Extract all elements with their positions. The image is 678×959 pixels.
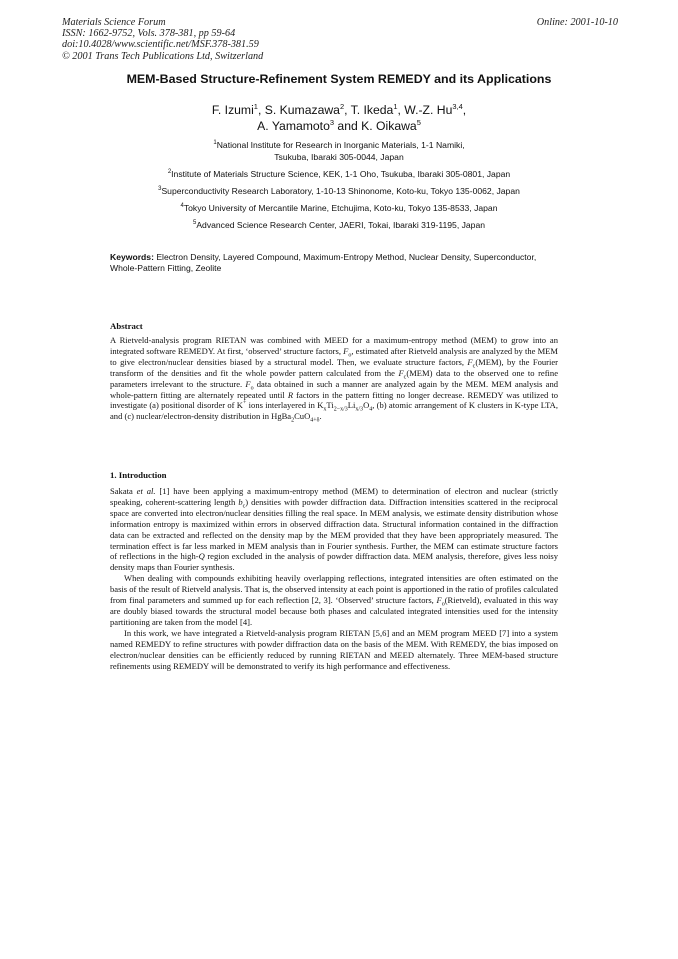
intro-text: [1] have been applying a maximum-entropy method (MEM) to determination of electron and nuclear (strictly speaking, coherent-scattering length [110,486,558,507]
author-sup: 1 [393,102,398,111]
affiliation-2 [0,169,678,181]
abstract-text: factors in the pattern fitting no longer decrease. REMEDY was utilized to investigate (a) positional disorder of K [110,389,558,411]
online-date: Online: 2001-10-10 [536,17,618,28]
author-sup: 2 [339,102,345,111]
affiliation-text: Tokyo University of Mercantile Marine, Etchujima, Koto-ku, Tokyo 135-8533, Japan [183,202,498,213]
intro-text: region excluded in the analysis of powder diffraction data. MEM analysis, therefore, gives less noisy density maps than Fourier synthesis. [110,551,558,573]
abstract-text: (MEM), by the Fourier transform of the densities and fit the whole powder pattern calculated from the [110,356,558,378]
abstract-text: , estimated after Rietveld analysis are analyzed by the MEM to give electron/nuclear densities biased by a structural model. Then, we evaluate structure factors, [110,345,559,367]
formula-text: Ti [326,400,334,411]
affiliation-marker: 5 [192,219,197,226]
math-sub: o [441,601,445,608]
math-sub: c [242,503,246,510]
math-sub: o [250,385,254,392]
author-line-1 [0,102,678,118]
author-sup: 1 [253,102,258,111]
affiliation-5 [0,220,678,232]
abstract-text: A Rietveld-analysis program RIETAN was combined with MEED for a maximum-entropy method (MEM) to grow into an integrated software REMEDY. At first, ‘observed’ structure factors, [110,335,558,356]
author-comma: , [462,103,467,117]
author-yamamoto: A. Yamamoto [257,119,330,133]
intro-text: et al. [136,486,156,496]
affiliation-list [0,140,678,237]
abstract-text: ions interlayered in K [246,400,324,411]
author-izumi: F. Izumi [211,103,254,117]
math-sub: x [323,407,327,414]
affiliation-marker: 1 [213,140,217,146]
math-sub: o [348,352,352,359]
intro-text: Sakata [110,486,137,496]
introduction-body [110,486,558,671]
abstract-text: (MEM) data to the observed one to refine parameters irrelevant to the structure. [110,367,559,389]
copyright-line: © 2001 Trans Tech Publications Ltd, Switzerland [62,50,264,62]
author-sup: 5 [416,118,421,127]
math-symbol: F [398,367,404,378]
math-sup: + [242,400,247,407]
affiliation-1 [0,140,678,163]
affiliation-text: Superconductivity Research Laboratory, 1-10-13 Shinonome, Koto-ku, Tokyo 135-0062, Japan [161,185,520,196]
abstract-text: . [319,411,322,422]
math-symbol: F [343,345,349,356]
math-symbol: F [245,378,251,389]
affiliation-marker: 4 [180,202,184,209]
page-header [62,17,618,62]
math-sub: x/3 [355,407,364,414]
keywords-label: Keywords: [110,252,154,262]
abstract-body [110,335,559,425]
formula-text: CuO [294,411,311,422]
author-list [0,102,678,134]
math-symbol: F [436,595,442,606]
keywords-text: Electron Density, Layered Compound, Maximum-Entropy Method, Nuclear Density, Superconductor, Whole-Pattern Fitting, Zeolite [110,252,537,274]
affiliation-text: Advanced Science Research Center, JAERI, Tokai, Ibaraki 319-1195, Japan [196,219,486,230]
paper-title: MEM-Based Structure-Refinement System REMEDY and its Applications [126,72,552,86]
abstract-text: data obtained in such a manner are analyzed again by the MEM. MEM analysis and whole-pattern fitting are alternately repeated until [110,378,558,400]
affiliation-3 [0,186,678,198]
journal-name: Materials Science Forum [62,17,166,28]
math-symbol: R [287,389,294,400]
introduction-heading: 1. Introduction [110,470,167,480]
affiliation-marker: 2 [167,168,172,175]
intro-paragraph-3: In this work, we have integrated a Rietveld-analysis program RIETAN [5,6] and an MEM program MEED [7] into a system named REMEDY to refine structures with powder diffraction data on the basis of the MEM. With REMEDY, the bias imposed on electron/nuclear densities can be efficiently reduced by running RIETAN and MEED alternately. Three MEM-based structure refinements using REMEDY will be demonstrated to verify its high performance and effectiveness. [110,627,558,671]
formula-text: O [363,400,370,411]
author-kumazawa: , S. Kumazawa [257,103,340,117]
affiliation-4 [0,203,678,215]
intro-paragraph-2 [110,573,558,628]
math-symbol: F [467,356,473,367]
issn-line: ISSN: 1662-9752, Vols. 378-381, pp 59-64 [62,28,236,40]
author-ikeda: , T. Ikeda [344,103,394,117]
formula-text: Li [347,400,356,411]
affiliation-marker: 3 [158,185,162,192]
intro-text: When dealing with compounds exhibiting heavily overlapping reflections, integrated intensities are often estimated on the basis of the result of Rietveld analysis. That is, the observed intensity at each point is apportioned in the ratio of profiles calculated from final parameters and summed up for each reflection [2, 3]. ‘Observed’ structure factors, [110,573,558,606]
keywords-block [110,252,560,275]
math-sub: 2 [291,418,295,425]
affiliation-text: National Institute for Research in Inorganic Materials, 1-1 Namiki, [216,140,465,150]
math-symbol: b [238,496,243,507]
affiliation-text: Institute of Materials Structure Science, KEK, 1-1 Oho, Tsukuba, Ibaraki 305-0801, Japan [171,168,511,179]
author-oikawa: and K. Oikawa [334,119,417,133]
abstract-text: , (b) atomic arrangement of K clusters in K-type LTA, and (c) nuclear/electron-density distribution in HgBa [110,400,558,422]
math-sub: 2−x/3 [333,407,348,414]
author-sup: 3 [329,118,335,127]
math-symbol: Q [198,551,205,562]
author-line-2 [0,118,678,134]
math-sub: c [403,374,407,381]
author-hu: , W.-Z. Hu [397,103,453,117]
math-sub: c [472,363,476,370]
intro-text: ) densities with powder diffraction data. Diffraction intensities scattered in the reciprocal space are converted into electron/nuclear densities filling the real space. In MEM analysis, we estimate density distribution whose information entropy is maximized within errors in observed diffraction data. Structural information contained in the diffraction data can be extracted and reflected on the density map by the MEM provided that they have been appropriately measured. The termination effect is far less marked in MEM analysis than in Fourier synthesis. Further, the MEM can estimate structure factors of reflections in the high- [110,496,558,562]
math-sub: 4+δ [310,418,320,425]
affiliation-text: Tsukuba, Ibaraki 305-0044, Japan [274,151,404,162]
doi-line: doi:10.4028/www.scientific.net/MSF.378-381.59 [62,39,259,51]
intro-paragraph-1 [110,486,558,573]
intro-text: (Rietveld), evaluated in this way are doubly biased towards the structural model because both phases and calculated integrated intensities used for the intensity partitioning are taken from the model [4]. [110,595,558,627]
abstract-heading: Abstract [110,321,143,331]
math-sub: 4 [369,407,373,414]
author-sup: 3,4 [452,102,463,111]
